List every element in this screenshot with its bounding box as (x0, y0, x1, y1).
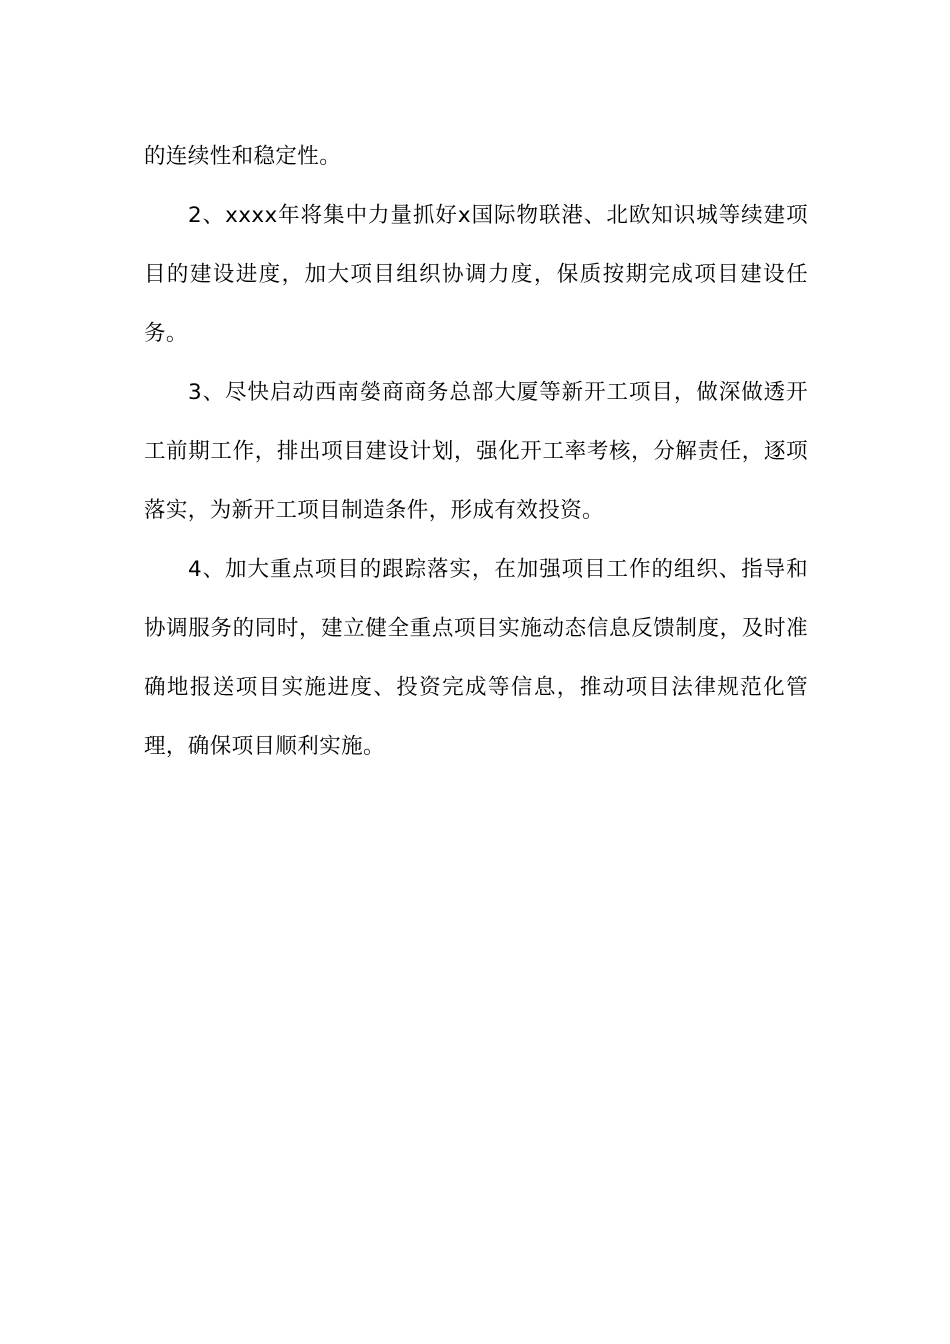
paragraph-item-2: 2、xxxx年将集中力量抓好x国际物联港、北欧知识城等续建项目的建设进度，加大项目组织协调力度，保质按期完成项目建设任务。 (144, 203, 808, 346)
document-body (144, 127, 808, 776)
paragraph-item-4: 4、加大重点项目的跟踪落实，在加强项目工作的组织、指导和协调服务的同时，建立健全重点项目实施动态信息反馈制度，及时准确地报送项目实施进度、投资完成等信息，推动项目法律规范化管理，确保项目顺利实施。 (144, 557, 808, 759)
paragraph-item-3: 3、尽快启动西南嫈商商务总部大厦等新开工项目，做深做透开工前期工作，排出项目建设计划，强化开工率考核，分解责任，逐项落实，为新开工项目制造条件，形成有效投资。 (144, 380, 808, 523)
paragraph-continuation: 的连续性和稳定性。 (144, 144, 342, 169)
